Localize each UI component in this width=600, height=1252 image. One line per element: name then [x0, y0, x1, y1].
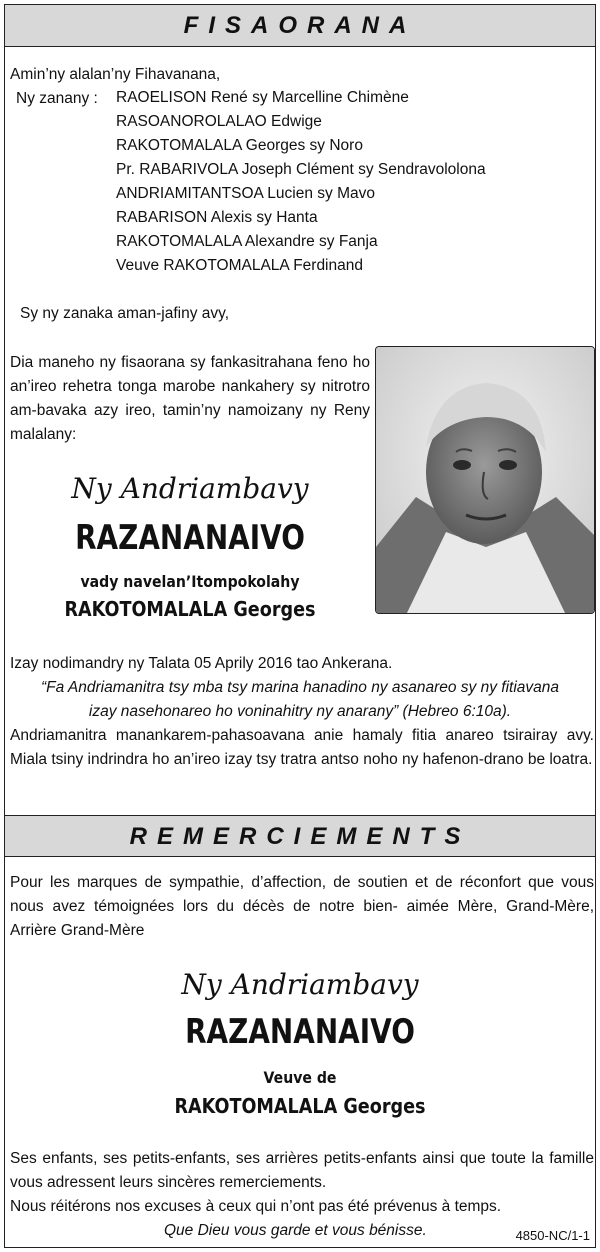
remerciements-intro: Pour les marques de sympathie, d’affection, de soutien et de réconfort que vous nous avez témoignées lors du décès de notre bien- aimée Mère, Grand-Mère, Arrière Grand-Mère	[10, 874, 594, 939]
bible-verse-line: izay nasehonareo ho voninahitry ny anarany” (Hebreo 6:10a).	[88, 703, 512, 720]
death-notice: Izay nodimandry ny Talata 05 Aprily 2016 tao Ankerana.	[10, 655, 393, 672]
remerciements-banner: REMERCIEMENTS	[5, 815, 595, 857]
child-name: RAOELISON René sy Marcelline Chimène	[116, 89, 409, 106]
grandchildren-line: Sy ny zanaka aman-jafiny avy,	[20, 305, 230, 322]
closing-line: Que Dieu vous garde et vous bénisse.	[164, 1222, 427, 1239]
husband-name: RAKOTOMALALA Georges	[174, 1094, 426, 1118]
honorific-script: Ny Andriambavy	[181, 968, 419, 1001]
honorific-script: Ny Andriambavy	[71, 472, 309, 505]
deceased-portrait	[375, 346, 595, 614]
child-name: RASOANOROLALAO Edwige	[116, 113, 322, 130]
child-name: ANDRIAMITANTSOA Lucien sy Mavo	[116, 185, 375, 202]
child-name: RAKOTOMALALA Georges sy Noro	[116, 137, 363, 154]
child-name: Pr. RABARIVOLA Joseph Clément sy Sendravololona	[116, 161, 486, 178]
spouse-name: RAKOTOMALALA Georges	[64, 597, 316, 621]
deceased-name: RAZANANAIVO	[185, 1012, 415, 1052]
fisaorana-banner: FISAORANA	[5, 5, 595, 47]
deceased-name: RAZANANAIVO	[75, 518, 305, 558]
spouse-label: vady navelan’Itompokolahy	[80, 572, 300, 591]
apology-line: Nous réitérons nos excuses à ceux qui n’ont pas été prévenus à temps.	[10, 1198, 502, 1215]
child-name: Veuve RAKOTOMALALA Ferdinand	[116, 257, 363, 274]
greeting: Amin’ny alalan’ny Fihavanana,	[10, 66, 221, 83]
portrait-image	[376, 347, 595, 614]
child-name: RABARISON Alexis sy Hanta	[116, 209, 318, 226]
children-list	[116, 86, 486, 278]
blessing-paragraph: Andriamanitra manankarem-pahasoavana anie hamaly fitia anareo tsirairay avy. Miala tsiny indrindra ho an’ireo izay tsy tratra antso noho ny hafenon-drano be loatra.	[10, 727, 594, 768]
bible-verse-line: “Fa Andriamanitra tsy mba tsy marina hanadino ny asanareo sy ny fitiavana	[40, 679, 560, 696]
child-name: RAKOTOMALALA Alexandre sy Fanja	[116, 233, 378, 250]
thanks-paragraph: Dia maneho ny fisaorana sy fankasitrahana feno ho an’ireo rehetra tonga marobe nankahery sy nitrotro am-bavaka azy ireo, tamin’ny namoizany ny Reny malalany:	[10, 354, 370, 443]
reference-code: 4850-NC/1-1	[515, 1228, 590, 1243]
widow-label: Veuve de	[263, 1068, 337, 1087]
children-label: Ny zanany :	[16, 90, 98, 107]
family-thanks: Ses enfants, ses petits-enfants, ses arrières petits-enfants ainsi que toute la famille vous adressent leurs sincères remerciements.	[10, 1150, 594, 1191]
